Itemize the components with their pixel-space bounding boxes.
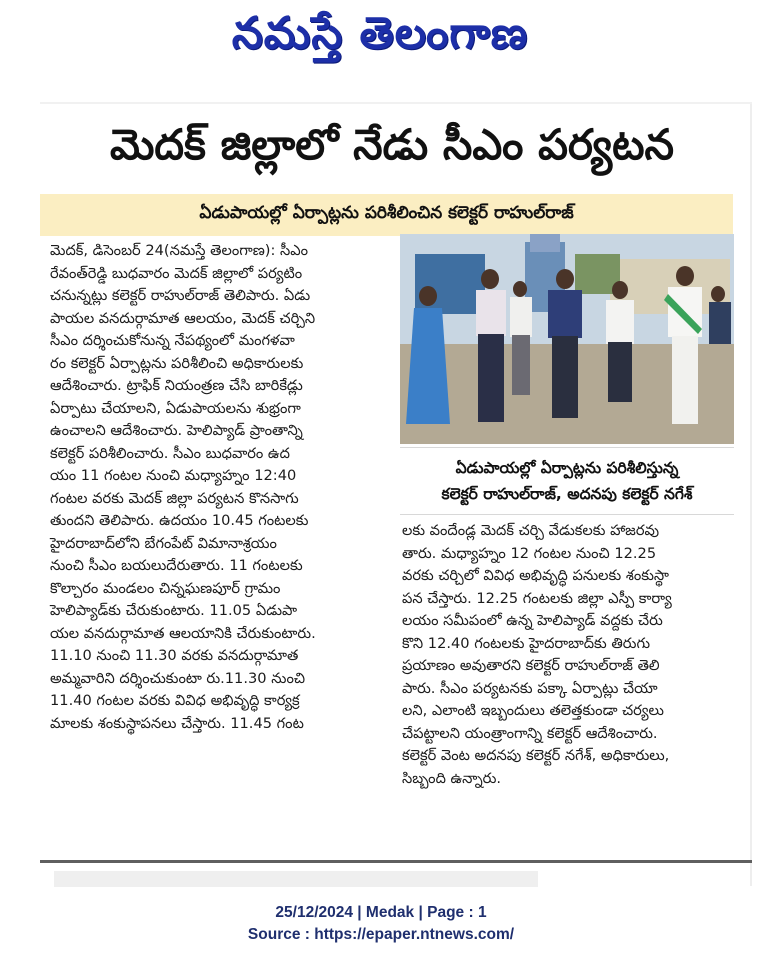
text-line: సీఎం దర్శించుకోనున్న నేపథ్యంలో మంగళవా <box>50 332 295 349</box>
text-line: లయం సమీపంలో ఉన్న హెలిప్యాడ్ వద్దకు చేరు <box>402 612 663 629</box>
clipping-bottom-rule <box>40 860 752 863</box>
text-line: యల వనదుర్గామాత ఆలయానికి చేరుకుంటారు. <box>50 624 316 642</box>
text-line: ఏర్పాటు చేయాలని, ఏడుపాయలను శుభ్రంగా <box>50 399 301 417</box>
text-line: గంటల వరకు మెదక్ జిల్లా పర్యటన కొనసాగు <box>50 489 299 507</box>
text-line: కొల్చారం మండలం చిన్నఘణపూర్ గ్రామం <box>50 579 281 597</box>
text-line: తారు. మధ్యాహ్నం 12 గంటల నుంచి 12.25 <box>402 544 657 562</box>
text-line: అమ్మవారిని దర్శించుకుంటా రు.11.30 నుంచి <box>50 669 306 687</box>
article-headline: మెదక్ జిల్లాలో నేడు సీఎం పర్యటన <box>109 120 675 169</box>
text-line: ఆదేశించారు. ట్రాఫిక్ నియంత్రణ చేసి బారికేడ్లు <box>50 377 303 394</box>
text-line: సిబ్బంది ఉన్నారు. <box>402 769 502 787</box>
text-line: కలెక్టర్ వెంట అదనపు కలెక్టర్ నగేశ్, అధికారులు, <box>402 747 670 764</box>
stray-clipping-fragment <box>54 871 538 887</box>
text-line: రం కలెక్టర్ ఏర్పాట్లను పరిశీలించి అధికారులకు <box>50 354 304 372</box>
text-line: ప్రయాణం అవుతారని కలెక్టర్ రాహుల్‌రాజ్ తెలి <box>402 657 660 674</box>
text-line: పాయల వనదుర్గామాత ఆలయం, మెదక్ చర్చిని <box>50 309 316 327</box>
page-footer <box>0 902 762 946</box>
caption-line: కలెక్టర్ రాహుల్‌రాజ్, అదనపు కలెక్టర్ నగేశ్ <box>441 485 693 503</box>
text-line: మాలకు శంకుస్థాపనలు చేస్తారు. 11.45 గంట <box>50 714 304 732</box>
article-column-left <box>50 240 380 735</box>
clipping-right-edge <box>750 104 752 886</box>
text-line: కలెక్టర్ పరిశీలించారు. సీఎం బుధవారం ఉద <box>50 444 290 462</box>
photo-caption <box>400 447 734 515</box>
caption-line: ఏడుపాయల్లో ఏర్పాట్లను పరిశీలిస్తున్న <box>455 459 679 477</box>
text-line: లని, ఎలాంటి ఇబ్బందులు తలెత్తకుండా చర్యలు <box>402 702 664 719</box>
text-line: హెలిప్యాడ్‌కు చేరుకుంటారు. 11.05 ఏడుపా <box>50 602 298 619</box>
text-line: 11.40 గంటల వరకు వివిధ అభివృద్ధి కార్యక్ర <box>50 692 300 709</box>
text-line: చేపట్టాలని యంత్రాంగాన్ని కలెక్టర్ ఆదేశించారు. <box>402 724 658 742</box>
text-line: రేవంత్‌రెడ్డి బుధవారం మెదక్ జిల్లాలో పర్యటిం <box>50 264 303 282</box>
photo-illustration <box>400 234 734 444</box>
edition-info: 25/12/2024 | Medak | Page : 1 <box>275 904 487 921</box>
text-line: హైదరాబాద్‌లోని బేగంపేట్ విమానాశ్రయం <box>50 534 277 552</box>
text-line: కొని 12.40 గంటలకు హైదరాబాద్‌కు తిరుగు <box>402 634 651 652</box>
source-link[interactable]: Source : https://epaper.ntnews.com/ <box>247 926 515 943</box>
text-line: వరకు చర్చిలో వివిధ అభివృద్ధి పనులకు శంకుస్థా <box>402 567 669 584</box>
text-line: నుంచి సీఎం బయలుదేరుతారు. 11 గంటలకు <box>50 557 303 574</box>
text-line: పన చేస్తారు. 12.25 గంటలకు జిల్లా ఎస్పీ కార్యా <box>402 589 672 607</box>
text-line: లకు వందేండ్ల మెదక్ చర్చి వేడుకలకు హాజరవు <box>402 522 660 539</box>
text-line: చనున్నట్లు కలెక్టర్ రాహుల్‌రాజ్ తెలిపారు. ఏడు <box>50 287 311 304</box>
text-line: తుందని తెలిపారు. ఉదయం 10.45 గంటలకు <box>50 512 309 529</box>
text-line: మెదక్, డిసెంబర్ 24(నమస్తే తెలంగాణ): సీఎం <box>50 242 309 259</box>
text-line: ఉంచాలని ఆదేశించారు. హెలిప్యాడ్ ప్రాంతాన్ని <box>50 422 303 439</box>
text-line: 11.10 నుంచి 11.30 వరకు వనదుర్గామాత <box>50 647 299 664</box>
newspaper-masthead: నమస్తే తెలంగాణ <box>231 8 529 59</box>
article-column-right <box>402 520 735 790</box>
text-line: యం 11 గంటల నుంచి మధ్యాహ్నం 12:40 <box>50 467 297 484</box>
article-photo <box>400 234 734 444</box>
text-line: పారు. సీఎం పర్యటనకు పక్కా ఏర్పాట్లు చేయా <box>402 679 658 697</box>
article-subheadline: ఏడుపాయల్లో ఏర్పాట్లను పరిశీలించిన కలెక్టర్ రాహుల్‌రాజ్ <box>40 194 733 236</box>
